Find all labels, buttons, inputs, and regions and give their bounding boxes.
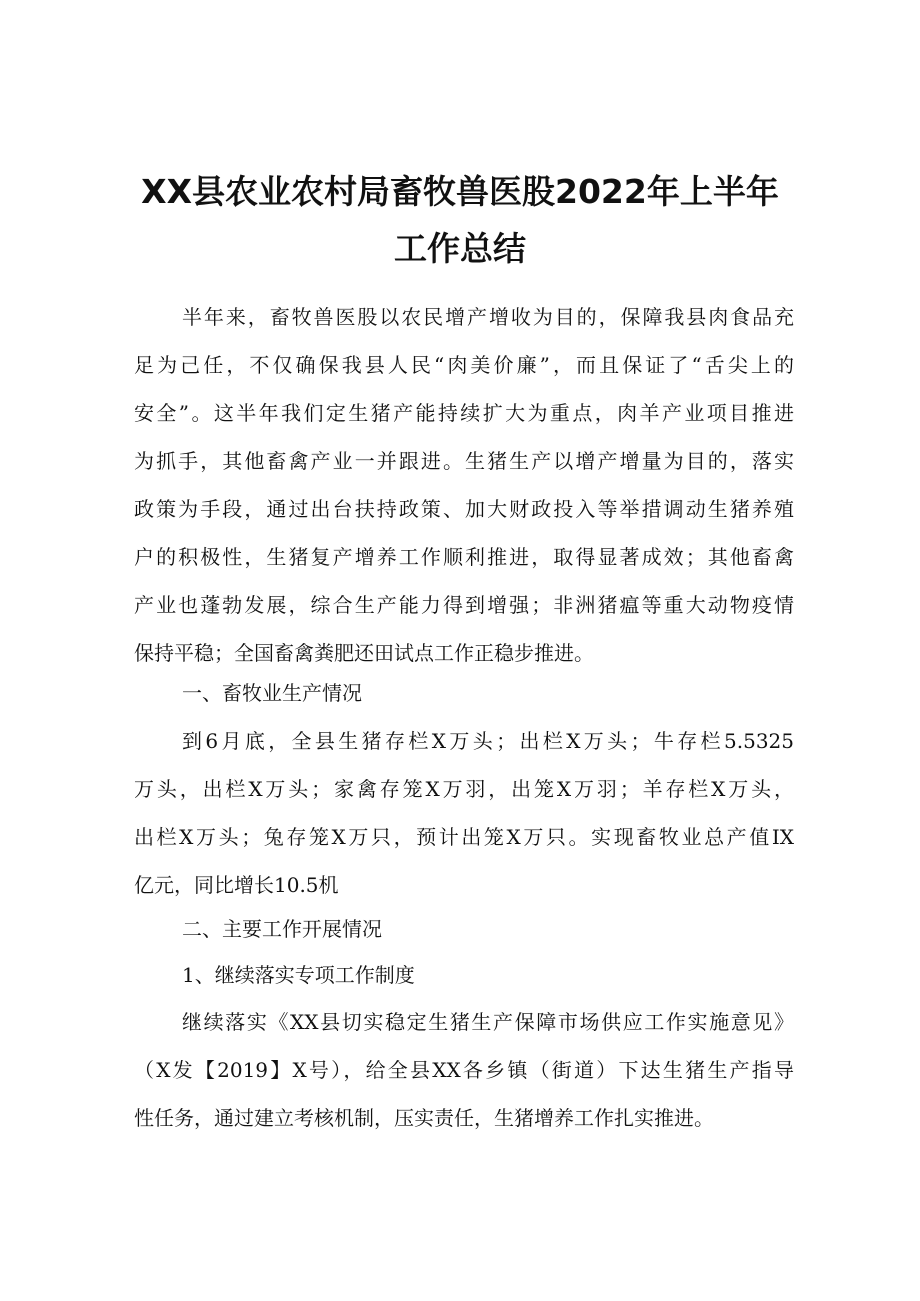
- paragraph-line: 出栏X万头；兔存笼X万只，预计出笼X万只。实现畜牧业总产值IX: [134, 825, 794, 849]
- paragraph-line: 政策为手段，通过出台扶持政策、加大财政投入等举措调动生猪养殖: [134, 497, 794, 521]
- paragraph-line: 足为己任，不仅确保我县人民“肉美价廉”，而且保证了“舌尖上的: [134, 353, 794, 377]
- subsection1-paragraph: [134, 998, 794, 1142]
- intro-paragraph: [134, 293, 794, 677]
- section-heading-1: 一、畜牧业生产情况: [182, 681, 362, 705]
- section1-paragraph: [134, 717, 794, 909]
- paragraph-line: 半年来，畜牧兽医股以农民增产增收为目的，保障我县肉食品充: [182, 305, 794, 329]
- subsection-heading-1: 1、继续落实专项工作制度: [182, 963, 415, 987]
- paragraph-line: 为抓手，其他畜禽产业一并跟进。生猪生产以增产增量为目的，落实: [134, 449, 794, 473]
- paragraph-line: 户的积极性，生猪复产增养工作顺利推进，取得显著成效；其他畜禽: [134, 545, 794, 569]
- paragraph-line: （X发【2019】X号），给全县XX各乡镇（街道）下达生猪生产指导: [134, 1058, 794, 1082]
- paragraph-line: 性任务，通过建立考核机制，压实责任，生猪增养工作扎实推进。: [134, 1106, 714, 1130]
- section-heading-2: 二、主要工作开展情况: [182, 917, 382, 941]
- paragraph-line: 产业也蓬勃发展，综合生产能力得到增强；非洲猪瘟等重大动物疫情: [134, 593, 794, 617]
- document-title-line-1: XX县农业农村局畜牧兽医股2022年上半年: [141, 172, 779, 211]
- paragraph-line: 亿元，同比增长10.5机: [134, 873, 339, 897]
- paragraph-line: 保持平稳；全国畜禽粪肥还田试点工作正稳步推进。: [134, 641, 594, 665]
- paragraph-line: 安全”。这半年我们定生猪产能持续扩大为重点，肉羊产业项目推进: [134, 401, 794, 425]
- document-title-line-2: 工作总结: [394, 229, 526, 268]
- paragraph-line: 万头，出栏X万头；家禽存笼X万羽，出笼X万羽；羊存栏X万头，: [134, 777, 794, 801]
- paragraph-line: 继续落实《XX县切实稳定生猪生产保障市场供应工作实施意见》: [182, 1010, 794, 1034]
- paragraph-line: 到6月底，全县生猪存栏X万头；出栏X万头；牛存栏5.5325: [182, 729, 794, 753]
